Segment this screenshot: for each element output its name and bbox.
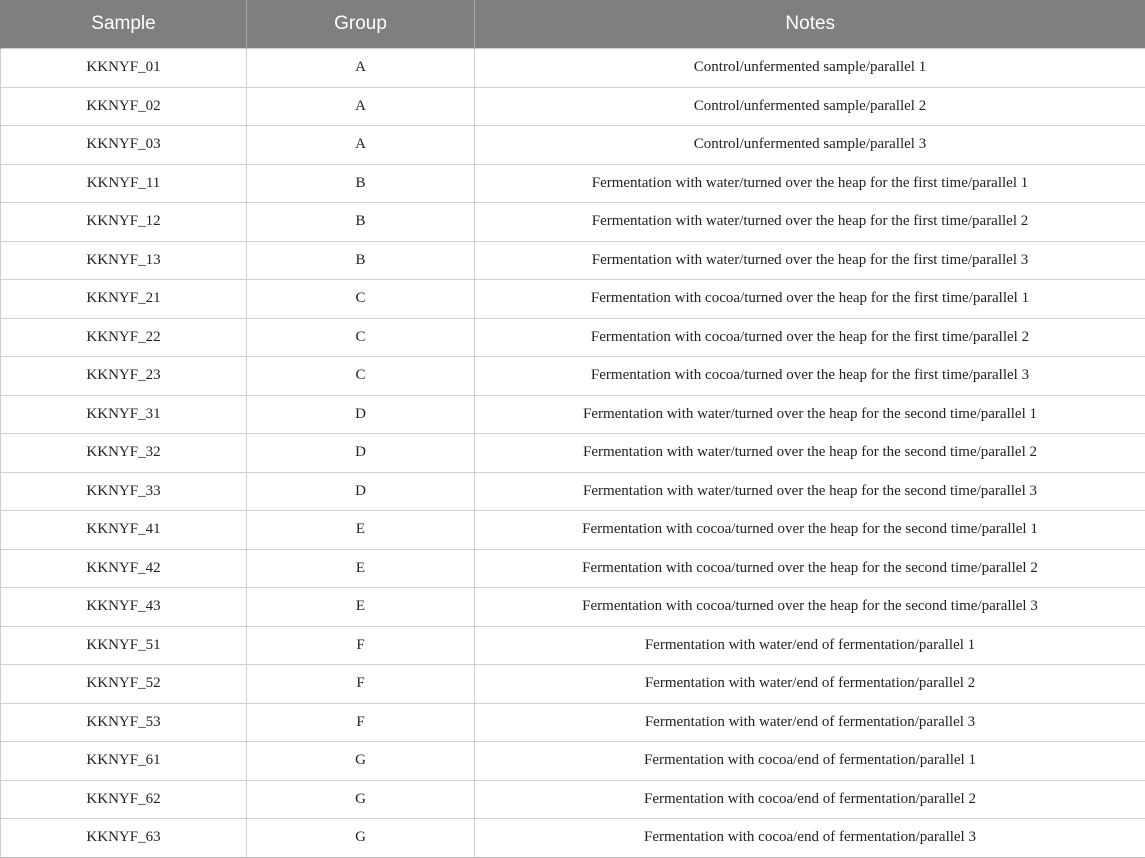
- header-row: [1, 0, 1145, 49]
- group-cell: C: [247, 318, 475, 357]
- sample-cell: KKNYF_21: [1, 280, 247, 319]
- group-cell: A: [247, 49, 475, 88]
- notes-cell: Control/unfermented sample/parallel 1: [475, 49, 1145, 88]
- notes-cell: Fermentation with cocoa/turned over the heap for the second time/parallel 1: [475, 511, 1145, 550]
- sample-cell: KKNYF_13: [1, 241, 247, 280]
- notes-cell: Fermentation with water/end of fermentation/parallel 2: [475, 665, 1145, 704]
- sample-cell: KKNYF_23: [1, 357, 247, 396]
- sample-cell: KKNYF_12: [1, 203, 247, 242]
- table-row: [1, 164, 1145, 203]
- group-cell: C: [247, 357, 475, 396]
- notes-cell: Fermentation with cocoa/end of fermentation/parallel 3: [475, 819, 1145, 858]
- notes-cell: Fermentation with cocoa/turned over the heap for the second time/parallel 3: [475, 588, 1145, 627]
- table-row: [1, 665, 1145, 704]
- group-cell: D: [247, 472, 475, 511]
- table-row: [1, 780, 1145, 819]
- group-cell: G: [247, 742, 475, 781]
- table-row: [1, 395, 1145, 434]
- table-row: [1, 87, 1145, 126]
- notes-cell: Fermentation with cocoa/end of fermentation/parallel 1: [475, 742, 1145, 781]
- sample-cell: KKNYF_62: [1, 780, 247, 819]
- group-cell: A: [247, 126, 475, 165]
- table-header: [1, 0, 1145, 49]
- table-row: [1, 472, 1145, 511]
- notes-cell: Fermentation with cocoa/end of fermentation/parallel 2: [475, 780, 1145, 819]
- sample-cell: KKNYF_22: [1, 318, 247, 357]
- notes-cell: Fermentation with water/turned over the heap for the second time/parallel 2: [475, 434, 1145, 473]
- notes-cell: Fermentation with water/turned over the heap for the first time/parallel 2: [475, 203, 1145, 242]
- group-cell: F: [247, 626, 475, 665]
- notes-cell: Fermentation with water/turned over the heap for the first time/parallel 1: [475, 164, 1145, 203]
- table-row: [1, 434, 1145, 473]
- group-cell: C: [247, 280, 475, 319]
- sample-cell: KKNYF_41: [1, 511, 247, 550]
- sample-cell: KKNYF_42: [1, 549, 247, 588]
- group-cell: D: [247, 395, 475, 434]
- sample-cell: KKNYF_11: [1, 164, 247, 203]
- table-row: [1, 819, 1145, 858]
- sample-cell: KKNYF_02: [1, 87, 247, 126]
- table-row: [1, 280, 1145, 319]
- sample-cell: KKNYF_51: [1, 626, 247, 665]
- group-cell: G: [247, 819, 475, 858]
- sample-cell: KKNYF_01: [1, 49, 247, 88]
- table-row: [1, 241, 1145, 280]
- group-cell: G: [247, 780, 475, 819]
- table-row: [1, 357, 1145, 396]
- sample-cell: KKNYF_31: [1, 395, 247, 434]
- sample-cell: KKNYF_52: [1, 665, 247, 704]
- sample-cell: KKNYF_53: [1, 703, 247, 742]
- table-row: [1, 49, 1145, 88]
- notes-cell: Control/unfermented sample/parallel 2: [475, 87, 1145, 126]
- sample-cell: KKNYF_61: [1, 742, 247, 781]
- table-row: [1, 203, 1145, 242]
- sample-cell: KKNYF_43: [1, 588, 247, 627]
- group-cell: F: [247, 665, 475, 704]
- sample-cell: KKNYF_32: [1, 434, 247, 473]
- table-row: [1, 511, 1145, 550]
- sample-cell: KKNYF_03: [1, 126, 247, 165]
- header-sample: Sample: [1, 0, 247, 49]
- notes-cell: Fermentation with water/end of fermentation/parallel 3: [475, 703, 1145, 742]
- group-cell: B: [247, 241, 475, 280]
- notes-cell: Fermentation with water/turned over the heap for the first time/parallel 3: [475, 241, 1145, 280]
- group-cell: E: [247, 588, 475, 627]
- table-row: [1, 703, 1145, 742]
- header-notes: Notes: [475, 0, 1145, 49]
- header-group: Group: [247, 0, 475, 49]
- group-cell: B: [247, 164, 475, 203]
- sample-cell: KKNYF_33: [1, 472, 247, 511]
- table-body: [1, 49, 1145, 858]
- group-cell: E: [247, 549, 475, 588]
- notes-cell: Control/unfermented sample/parallel 3: [475, 126, 1145, 165]
- notes-cell: Fermentation with water/turned over the heap for the second time/parallel 1: [475, 395, 1145, 434]
- sample-cell: KKNYF_63: [1, 819, 247, 858]
- table-row: [1, 318, 1145, 357]
- notes-cell: Fermentation with water/end of fermentation/parallel 1: [475, 626, 1145, 665]
- table-row: [1, 549, 1145, 588]
- notes-cell: Fermentation with cocoa/turned over the heap for the second time/parallel 2: [475, 549, 1145, 588]
- notes-cell: Fermentation with water/turned over the heap for the second time/parallel 3: [475, 472, 1145, 511]
- table-row: [1, 588, 1145, 627]
- table-row: [1, 126, 1145, 165]
- group-cell: F: [247, 703, 475, 742]
- notes-cell: Fermentation with cocoa/turned over the heap for the first time/parallel 3: [475, 357, 1145, 396]
- group-cell: E: [247, 511, 475, 550]
- group-cell: B: [247, 203, 475, 242]
- notes-cell: Fermentation with cocoa/turned over the heap for the first time/parallel 1: [475, 280, 1145, 319]
- notes-cell: Fermentation with cocoa/turned over the heap for the first time/parallel 2: [475, 318, 1145, 357]
- table-row: [1, 742, 1145, 781]
- table-row: [1, 626, 1145, 665]
- group-cell: A: [247, 87, 475, 126]
- group-cell: D: [247, 434, 475, 473]
